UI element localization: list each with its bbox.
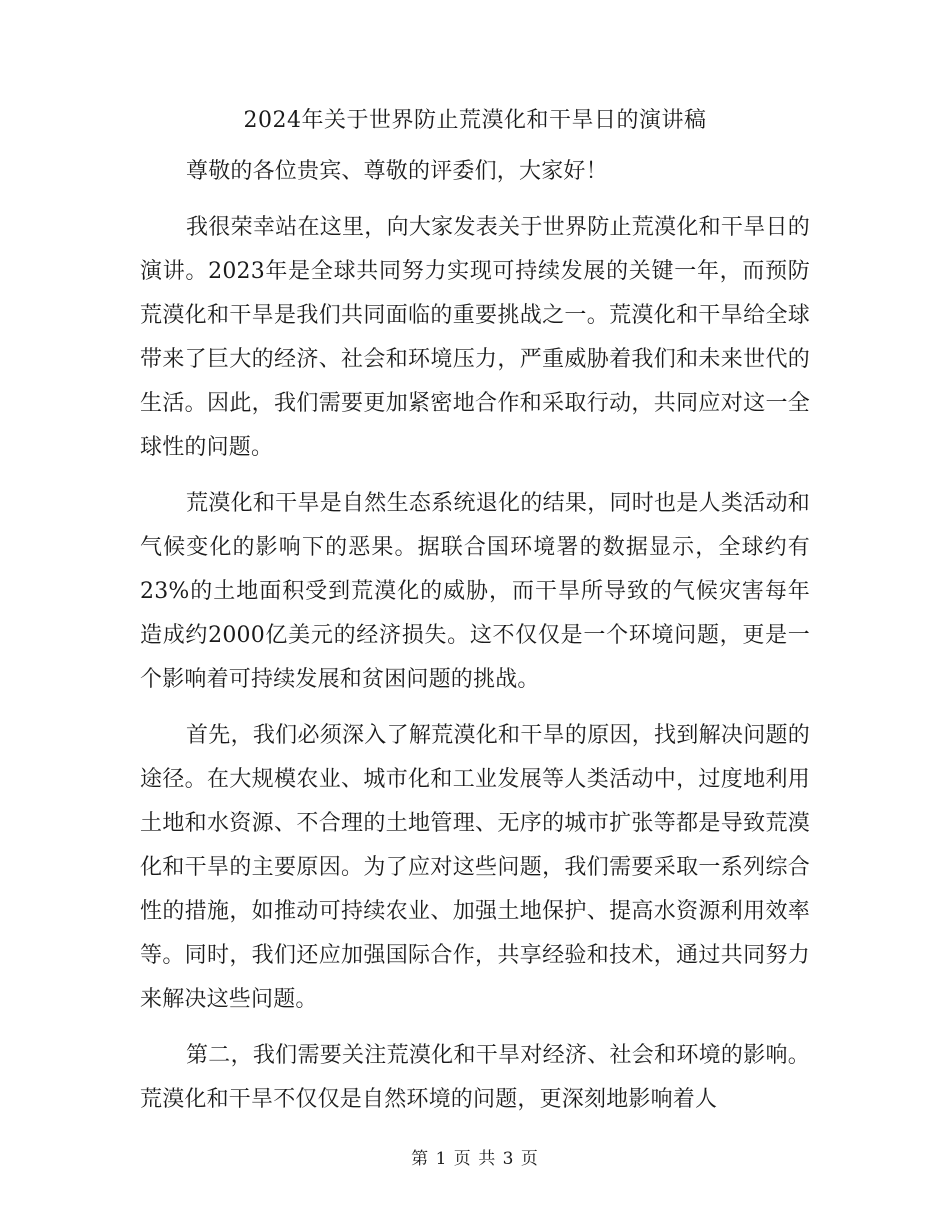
page-number-indicator: 第 1 页 共 3 页 (411, 1149, 539, 1169)
paragraph-first-point: 首先，我们必须深入了解荒漠化和干旱的原因，找到解决问题的途径。在大规模农业、城市化和工业发展等人类活动中，过度地利用土地和水资源、不合理的土地管理、无序的城市扩张等都是导致荒漠化和干旱的主要原因。为了应对这些问题，我们需要采取一系列综合性的措施，如推动可持续农业、加强土地保护、提高水资源利用效率等。同时，我们还应加强国际合作，共享经验和技术，通过共同努力来解决这些问题。 (140, 723, 810, 1012)
paragraph-causes-overview: 荒漠化和干旱是自然生态系统退化的结果，同时也是人类活动和气候变化的影响下的恶果。据联合国环境署的数据显示，全球约有23%的土地面积受到荒漠化的威胁，而干旱所导致的气候灾害每年造成约2000亿美元的经济损失。这不仅仅是一个环境问题，更是一个影响着可持续发展和贫困问题的挑战。 (140, 491, 810, 692)
paragraph-second-point: 第二，我们需要关注荒漠化和干旱对经济、社会和环境的影响。荒漠化和干旱不仅仅是自然环境的问题，更深刻地影响着人 (140, 1043, 810, 1112)
paragraph-introduction: 我很荣幸站在这里，向大家发表关于世界防止荒漠化和干旱日的演讲。2023年是全球共同努力实现可持续发展的关键一年，而预防荒漠化和干旱是我们共同面临的重要挑战之一。荒漠化和干旱给全球带来了巨大的经济、社会和环境压力，严重威胁着我们和未来世代的生活。因此，我们需要更加紧密地合作和采取行动，共同应对这一全球性的问题。 (140, 215, 810, 460)
paragraph-greeting: 尊敬的各位贵宾、尊敬的评委们，大家好！ (186, 159, 608, 184)
document-body (140, 150, 810, 1134)
document-title: 2024年关于世界防止荒漠化和干旱日的演讲稿 (243, 108, 707, 133)
